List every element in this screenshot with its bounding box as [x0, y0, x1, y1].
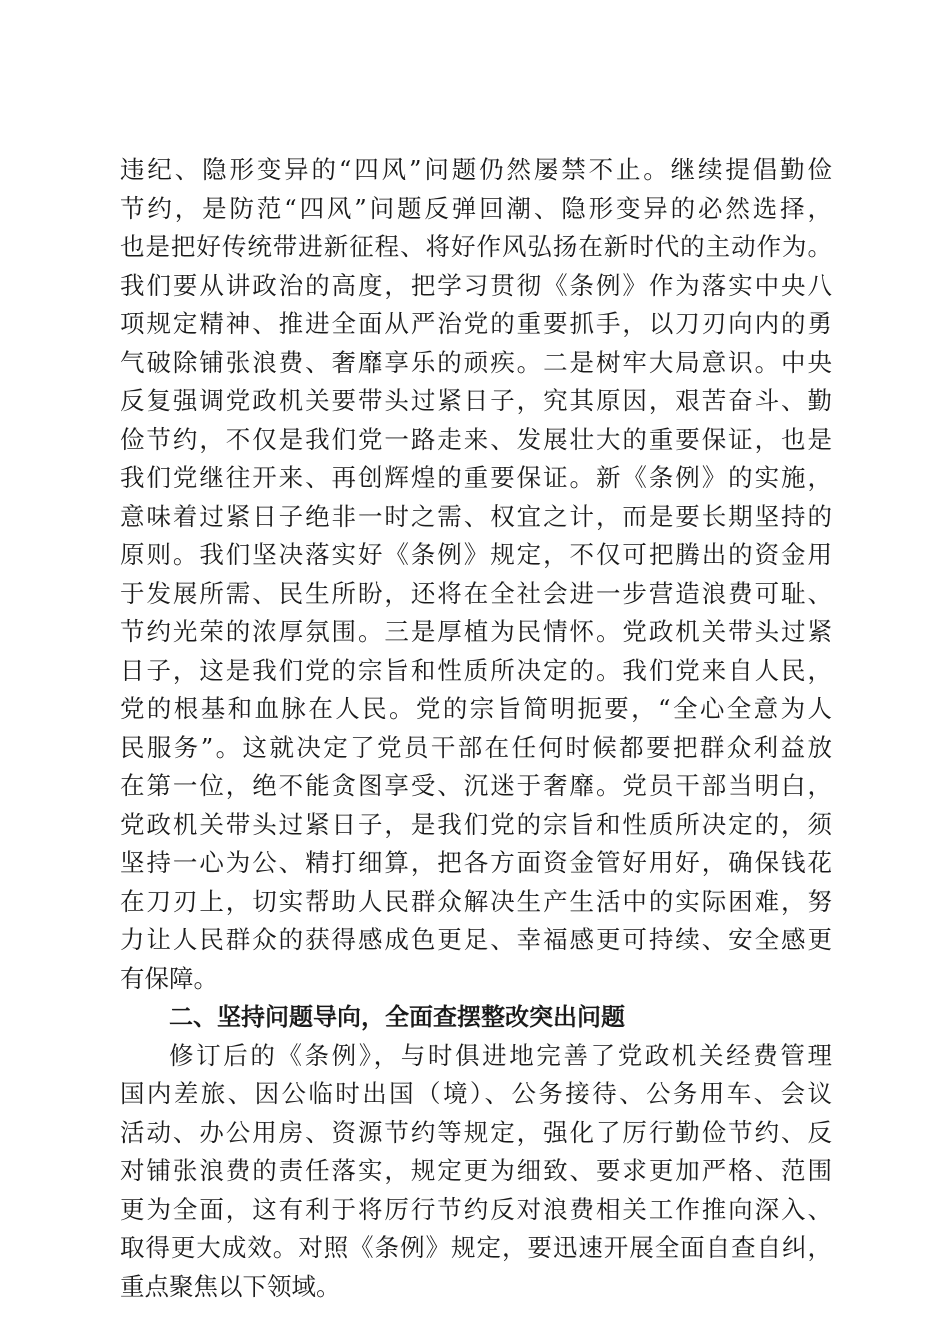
paragraph-line: 有保障。	[120, 963, 218, 993]
paragraph-line: 意味着过紧日子绝非一时之需、权宜之计，而是要长期坚持的	[120, 501, 832, 531]
paragraph-line: 节约，是防范“四风”问题反弹回潮、隐形变异的必然选择，	[120, 193, 832, 223]
paragraph-line: 坚持一心为公、精打细算，把各方面资金管好用好，确保钱花	[120, 848, 832, 877]
paragraph-line: 气破除铺张浪费、奢靡享乐的顽疾。二是树牢大局意识。中央	[120, 347, 832, 377]
paragraph-line: 日子，这是我们党的宗旨和性质所决定的。我们党来自人民，	[120, 655, 832, 685]
paragraph-line: 俭节约，不仅是我们党一路走来、发展壮大的重要保证，也是	[120, 424, 832, 454]
paragraph-line: 民服务”。这就决定了党员干部在任何时候都要把群众利益放	[120, 732, 832, 762]
section-paragraph-line: 国内差旅、因公临时出国（境）、公务接待、公务用车、会议	[120, 1079, 832, 1108]
section-paragraph-line: 取得更大成效。对照《条例》规定，要迅速开展全面自查自纠，	[120, 1233, 832, 1262]
section-paragraph-line: 重点聚焦以下领域。	[120, 1271, 341, 1301]
paragraph-line: 项规定精神、推进全面从严治党的重要抓手，以刀刃向内的勇	[120, 309, 832, 338]
paragraph-line: 党政机关带头过紧日子，是我们党的宗旨和性质所决定的，须	[120, 809, 832, 839]
paragraph-line: 党的根基和血脉在人民。党的宗旨简明扼要，“全心全意为人	[120, 694, 832, 723]
paragraph-line: 原则。我们坚决落实好《条例》规定，不仅可把腾出的资金用	[120, 540, 832, 569]
section-paragraph-line: 更为全面，这有利于将厉行节约反对浪费相关工作推向深入、	[120, 1194, 832, 1224]
paragraph-line: 在刀刃上，切实帮助人民群众解决生产生活中的实际困难，努	[120, 886, 832, 916]
paragraph-line: 节约光荣的浓厚氛围。三是厚植为民情怀。党政机关带头过紧	[120, 617, 832, 646]
paragraph-line: 我们要从讲政治的高度，把学习贯彻《条例》作为落实中央八	[120, 270, 832, 300]
paragraph-line: 反复强调党政机关要带头过紧日子，究其原因，艰苦奋斗、勤	[120, 386, 832, 415]
section-heading: 二、坚持问题导向，全面查摆整改突出问题	[169, 1003, 625, 1031]
section-paragraph-line: 修订后的《条例》，与时俱进地完善了党政机关经费管理	[169, 1040, 832, 1070]
section-paragraph-line: 活动、办公用房、资源节约等规定，强化了厉行勤俭节约、反	[120, 1117, 832, 1147]
paragraph-line: 于发展所需、民生所盼，还将在全社会进一步营造浪费可耻、	[120, 578, 832, 608]
paragraph-line: 我们党继往开来、再创辉煌的重要保证。新《条例》的实施，	[120, 463, 832, 492]
document-body	[120, 151, 832, 1306]
paragraph-line: 也是把好传统带进新征程、将好作风弘扬在新时代的主动作为。	[120, 232, 832, 261]
section-paragraph-line: 对铺张浪费的责任落实，规定更为细致、要求更加严格、范围	[120, 1156, 832, 1185]
paragraph-line: 力让人民群众的获得感成色更足、幸福感更可持续、安全感更	[120, 925, 832, 954]
paragraph-line: 违纪、隐形变异的“四风”问题仍然屡禁不止。继续提倡勤俭	[120, 155, 832, 184]
paragraph-line: 在第一位，绝不能贪图享受、沉迷于奢靡。党员干部当明白，	[120, 771, 832, 800]
